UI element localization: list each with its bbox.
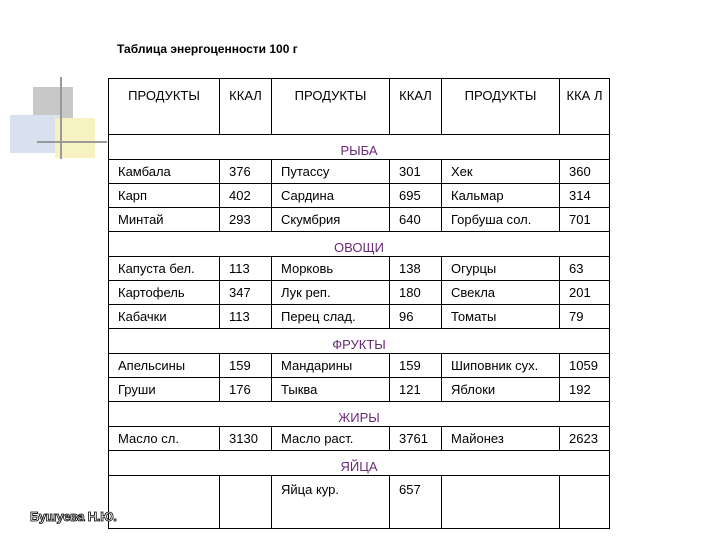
kcal-cell	[220, 476, 272, 529]
header-cell: ККА Л	[560, 79, 610, 135]
kcal-cell: 201	[560, 281, 610, 305]
kcal-cell: 1059	[560, 354, 610, 378]
product-cell: Хек	[442, 160, 560, 184]
kcal-cell: 192	[560, 378, 610, 402]
energy-table	[108, 78, 610, 529]
product-cell: Карп	[109, 184, 220, 208]
header-cell: ККАЛ	[220, 79, 272, 135]
product-cell: Картофель	[109, 281, 220, 305]
table-row	[109, 305, 610, 329]
table-row	[109, 184, 610, 208]
product-cell: Камбала	[109, 160, 220, 184]
header-cell: ПРОДУКТЫ	[109, 79, 220, 135]
table-row	[109, 208, 610, 232]
product-cell: Капуста бел.	[109, 257, 220, 281]
kcal-cell: 301	[390, 160, 442, 184]
kcal-cell: 176	[220, 378, 272, 402]
header-row	[109, 79, 610, 135]
table-row	[109, 160, 610, 184]
decor-horizontal-line	[37, 141, 107, 143]
kcal-cell: 2623	[560, 427, 610, 451]
page-title: Таблица энергоценности 100 г	[117, 42, 298, 56]
product-cell: Перец слад.	[272, 305, 390, 329]
decor-blue-square	[10, 115, 60, 153]
product-cell: Майонез	[442, 427, 560, 451]
table-row	[109, 281, 610, 305]
category-label: ЯЙЦА	[109, 451, 610, 476]
kcal-cell: 314	[560, 184, 610, 208]
table-row	[109, 378, 610, 402]
kcal-cell: 695	[390, 184, 442, 208]
product-cell: Мандарины	[272, 354, 390, 378]
product-cell: Шиповник сух.	[442, 354, 560, 378]
kcal-cell: 701	[560, 208, 610, 232]
table-row	[109, 476, 610, 529]
product-cell: Морковь	[272, 257, 390, 281]
category-label: ЖИРЫ	[109, 402, 610, 427]
kcal-cell: 63	[560, 257, 610, 281]
kcal-cell: 159	[220, 354, 272, 378]
product-cell: Лук реп.	[272, 281, 390, 305]
kcal-cell: 360	[560, 160, 610, 184]
header-cell: ПРОДУКТЫ	[442, 79, 560, 135]
product-cell: Скумбрия	[272, 208, 390, 232]
category-row	[109, 451, 610, 476]
product-cell: Кальмар	[442, 184, 560, 208]
decor-vertical-line	[60, 77, 62, 159]
kcal-cell: 347	[220, 281, 272, 305]
kcal-cell: 113	[220, 305, 272, 329]
table-row	[109, 354, 610, 378]
product-cell: Масло сл.	[109, 427, 220, 451]
category-label: РЫБА	[109, 135, 610, 160]
kcal-cell: 180	[390, 281, 442, 305]
product-cell: Кабачки	[109, 305, 220, 329]
product-cell	[442, 476, 560, 529]
kcal-cell: 3130	[220, 427, 272, 451]
product-cell: Масло раст.	[272, 427, 390, 451]
product-cell: Сардина	[272, 184, 390, 208]
table-row	[109, 427, 610, 451]
kcal-cell: 402	[220, 184, 272, 208]
product-cell: Огурцы	[442, 257, 560, 281]
category-row	[109, 329, 610, 354]
product-cell	[109, 476, 220, 529]
table-body	[109, 79, 610, 529]
kcal-cell: 138	[390, 257, 442, 281]
kcal-cell: 640	[390, 208, 442, 232]
product-cell: Яблоки	[442, 378, 560, 402]
product-cell: Груши	[109, 378, 220, 402]
header-cell: ККАЛ	[390, 79, 442, 135]
product-cell: Свекла	[442, 281, 560, 305]
kcal-cell: 159	[390, 354, 442, 378]
kcal-cell: 657	[390, 476, 442, 529]
product-cell: Яйца кур.	[272, 476, 390, 529]
product-cell: Томаты	[442, 305, 560, 329]
kcal-cell: 79	[560, 305, 610, 329]
category-label: ОВОЩИ	[109, 232, 610, 257]
table-row	[109, 257, 610, 281]
author-signature: Бушуева Н.Ю.	[30, 509, 117, 524]
kcal-cell: 113	[220, 257, 272, 281]
product-cell: Тыква	[272, 378, 390, 402]
kcal-cell: 96	[390, 305, 442, 329]
kcal-cell: 3761	[390, 427, 442, 451]
product-cell: Путассу	[272, 160, 390, 184]
kcal-cell: 121	[390, 378, 442, 402]
kcal-cell: 376	[220, 160, 272, 184]
category-row	[109, 232, 610, 257]
kcal-cell	[560, 476, 610, 529]
category-label: ФРУКТЫ	[109, 329, 610, 354]
product-cell: Минтай	[109, 208, 220, 232]
header-cell: ПРОДУКТЫ	[272, 79, 390, 135]
kcal-cell: 293	[220, 208, 272, 232]
category-row	[109, 402, 610, 427]
product-cell: Апельсины	[109, 354, 220, 378]
product-cell: Горбуша сол.	[442, 208, 560, 232]
category-row	[109, 135, 610, 160]
